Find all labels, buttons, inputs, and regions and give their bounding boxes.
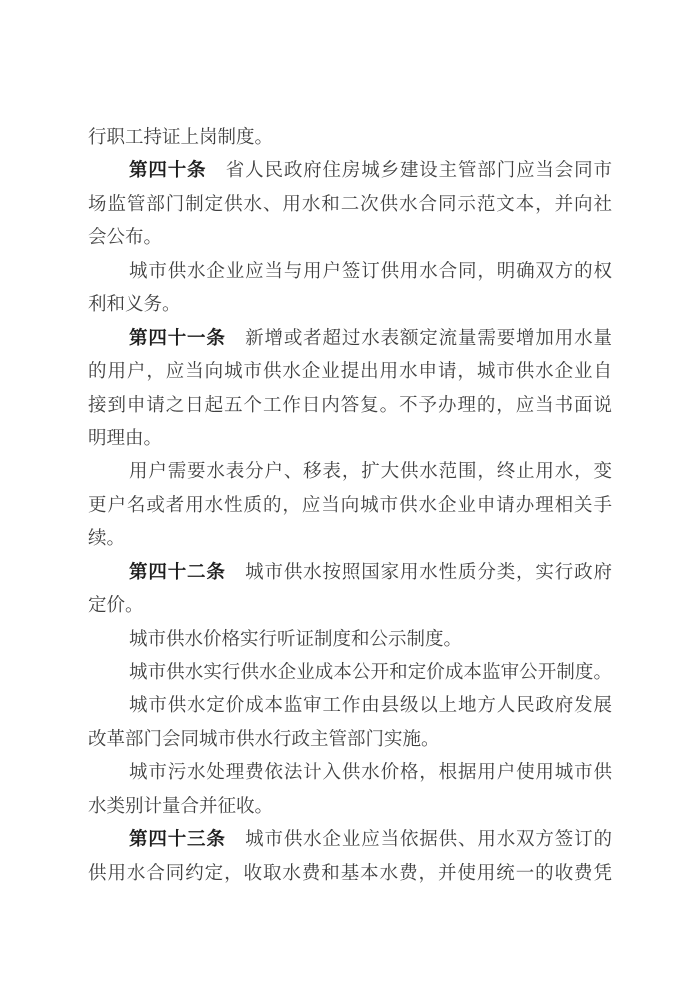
line-text: 定价。: [88, 596, 144, 617]
text-line: [88, 122, 612, 155]
article-number: 第四十三条: [129, 830, 226, 851]
line-text: 利和义务。: [88, 295, 181, 316]
text-line: [88, 757, 612, 790]
text-line: [88, 256, 612, 289]
line-text: 改革部门会同城市供水行政主管部门实施。: [88, 729, 440, 750]
text-line: [88, 289, 612, 322]
line-text: 城市供水价格实行听证制度和公示制度。: [129, 629, 463, 650]
line-text: 城市供水企业应当与用户签订供用水合同，明确双方的权: [129, 261, 612, 282]
text-line: [88, 657, 612, 690]
line-text: 省人民政府住房城乡建设主管部门应当会同市: [206, 161, 612, 182]
text-line: [88, 724, 612, 757]
text-line: [88, 858, 612, 891]
text-line: [88, 624, 612, 657]
line-text: 城市污水处理费依法计入供水价格，根据用户使用城市供: [129, 763, 612, 784]
text-line: [88, 590, 612, 623]
line-text: 续。: [88, 529, 126, 550]
line-text: 城市供水按照国家用水性质分类，实行政府: [225, 562, 612, 583]
line-text: 城市供水定价成本监审工作由县级以上地方人民政府发展: [129, 696, 612, 717]
line-text: 接到申请之日起五个工作日内答复。不予办理的，应当书面说: [88, 395, 612, 416]
text-line: [88, 155, 612, 188]
line-text: 行职工持证上岗制度。: [88, 128, 274, 148]
text-line: [88, 690, 612, 723]
text-line: [88, 456, 612, 489]
line-text: 明理由。: [88, 428, 163, 449]
line-text: 新增或者超过水表额定流量需要增加用水量: [225, 328, 612, 349]
document-text-block: [88, 122, 612, 891]
text-line: [88, 390, 612, 423]
article-number: 第四十条: [129, 161, 207, 182]
article-number: 第四十一条: [129, 328, 226, 349]
article-number: 第四十二条: [129, 562, 226, 583]
text-line: [88, 189, 612, 222]
line-text: 会公布。: [88, 228, 163, 249]
text-line: [88, 222, 612, 255]
text-line: [88, 791, 612, 824]
line-text: 城市供水企业应当依据供、用水双方签订的: [225, 830, 612, 851]
text-line: [88, 490, 612, 523]
text-line: [88, 323, 612, 356]
text-line: [88, 356, 612, 389]
text-line: [88, 523, 612, 556]
line-text: 供用水合同约定，收取水费和基本水费，并使用统一的收费凭: [88, 863, 612, 884]
line-text: 用户需要水表分户、移表，扩大供水范围，终止用水，变: [129, 462, 612, 483]
line-text: 的用户，应当向城市供水企业提出用水申请，城市供水企业自: [88, 362, 612, 383]
line-text: 城市供水实行供水企业成本公开和定价成本监审公开制度。: [129, 663, 612, 683]
text-line: [88, 423, 612, 456]
line-text: 水类别计量合并征收。: [88, 796, 274, 817]
line-text: 更户名或者用水性质的，应当向城市供水企业申请办理相关手: [88, 495, 612, 516]
text-line: [88, 824, 612, 857]
line-text: 场监管部门制定供水、用水和二次供水合同示范文本，并向社: [88, 194, 612, 215]
text-line: [88, 557, 612, 590]
